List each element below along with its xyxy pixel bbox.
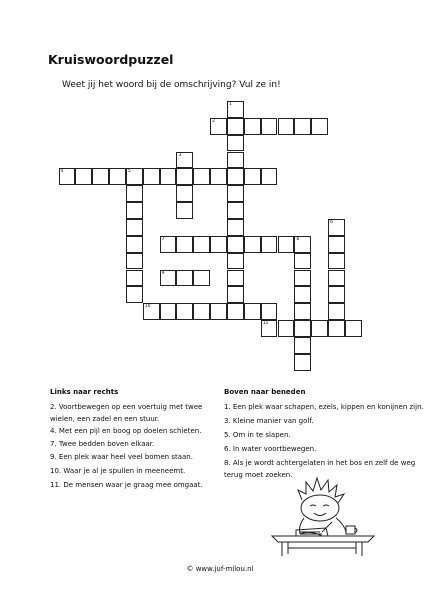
crossword-cell[interactable] xyxy=(160,303,177,320)
crossword-cell[interactable] xyxy=(126,236,143,253)
crossword-cell[interactable] xyxy=(311,320,328,337)
crossword-cell[interactable] xyxy=(294,303,311,320)
crossword-cell[interactable] xyxy=(210,168,227,185)
crossword-cell[interactable] xyxy=(143,303,160,320)
crossword-cell[interactable] xyxy=(227,118,244,135)
crossword-cell[interactable] xyxy=(75,168,92,185)
across-clue: 7. Twee bedden boven elkaar. xyxy=(50,440,155,448)
crossword-cell[interactable] xyxy=(126,253,143,270)
crossword-cell[interactable] xyxy=(176,236,193,253)
crossword-cell[interactable] xyxy=(193,303,210,320)
crossword-cell[interactable] xyxy=(244,236,261,253)
crossword-cell[interactable] xyxy=(176,168,193,185)
crossword-cell[interactable] xyxy=(227,101,244,118)
crossword-cell[interactable] xyxy=(328,253,345,270)
page-title: Kruiswoordpuzzel xyxy=(48,52,174,67)
crossword-cell[interactable] xyxy=(176,202,193,219)
crossword-cell[interactable] xyxy=(227,185,244,202)
crossword-cell[interactable] xyxy=(244,168,261,185)
crossword-cell[interactable] xyxy=(193,270,210,287)
down-clue: 3. Kleine manier van golf. xyxy=(224,417,314,425)
crossword-cell[interactable] xyxy=(160,236,177,253)
crossword-cell[interactable] xyxy=(59,168,76,185)
crossword-cell[interactable] xyxy=(227,303,244,320)
crossword-cell[interactable] xyxy=(176,303,193,320)
crossword-cell[interactable] xyxy=(176,270,193,287)
crossword-cell[interactable] xyxy=(294,286,311,303)
clue-number: 6 xyxy=(330,219,333,225)
footer-copyright: © www.juf-milou.nl xyxy=(186,565,254,573)
clue-number: 11 xyxy=(262,321,269,327)
crossword-cell[interactable] xyxy=(261,236,278,253)
crossword-cell[interactable] xyxy=(126,286,143,303)
crossword-cell[interactable] xyxy=(92,168,109,185)
crossword-cell[interactable] xyxy=(227,219,244,236)
crossword-cell[interactable] xyxy=(227,135,244,152)
crossword-cell[interactable] xyxy=(176,152,193,169)
crossword-cell[interactable] xyxy=(278,236,295,253)
crossword-cell[interactable] xyxy=(227,270,244,287)
crossword-cell[interactable] xyxy=(227,152,244,169)
crossword-cell[interactable] xyxy=(328,303,345,320)
crossword-cell[interactable] xyxy=(210,118,227,135)
crossword-cell[interactable] xyxy=(261,320,278,337)
clue-number: 1 xyxy=(229,102,232,107)
crossword-cell[interactable] xyxy=(328,219,345,236)
crossword-cell[interactable] xyxy=(311,118,328,135)
clue-number: 2 xyxy=(212,118,216,124)
crossword-cell[interactable] xyxy=(160,270,177,287)
child-writing-illustration xyxy=(262,470,382,558)
down-clue: 6. In water voortbewegen. xyxy=(224,445,317,453)
crossword-cell[interactable] xyxy=(294,118,311,135)
down-clue: 5. Om in te slapen. xyxy=(224,431,291,439)
crossword-cell[interactable] xyxy=(227,286,244,303)
crossword-cell[interactable] xyxy=(143,168,160,185)
crossword-cell[interactable] xyxy=(294,337,311,354)
crossword-cell[interactable] xyxy=(294,320,311,337)
crossword-cell[interactable] xyxy=(109,168,126,185)
crossword-cell[interactable] xyxy=(227,168,244,185)
crossword-cell[interactable] xyxy=(126,270,143,287)
across-clue: 9. Een plek waar heel veel bomen staan. xyxy=(50,453,193,461)
across-clue: 10. Waar je al je spullen in meeneemt. xyxy=(50,467,186,475)
crossword-cell[interactable] xyxy=(210,236,227,253)
across-clue: 4. Met een pijl en boog op doelen schieten. xyxy=(50,427,202,435)
crossword-cell[interactable] xyxy=(345,320,362,337)
crossword-cell[interactable] xyxy=(261,168,278,185)
clue-number: 7 xyxy=(161,236,165,242)
crossword-cell[interactable] xyxy=(294,354,311,371)
crossword-cell[interactable] xyxy=(210,303,227,320)
clue-number: 8 xyxy=(296,236,300,242)
crossword-cell[interactable] xyxy=(244,303,261,320)
clue-number: 4 xyxy=(60,169,64,175)
crossword-cell[interactable] xyxy=(193,236,210,253)
crossword-cell[interactable] xyxy=(294,270,311,287)
down-heading: Boven naar beneden xyxy=(224,388,306,396)
crossword-cell[interactable] xyxy=(160,168,177,185)
crossword-cell[interactable] xyxy=(126,168,143,185)
across-clue: 2. Voortbewegen op een voertuig met twee wielen, een zadel en een stuur. xyxy=(50,403,203,423)
crossword-cell[interactable] xyxy=(328,320,345,337)
intro-text: Weet jij het woord bij de omschrijving? Vul ze in! xyxy=(62,80,281,90)
clue-number: 9 xyxy=(161,270,165,276)
across-clue: 11. De mensen waar je graag mee omgaat. xyxy=(50,481,203,489)
crossword-cell[interactable] xyxy=(227,253,244,270)
crossword-cell[interactable] xyxy=(126,185,143,202)
crossword-cell[interactable] xyxy=(278,118,295,135)
crossword-cell[interactable] xyxy=(328,236,345,253)
crossword-cell[interactable] xyxy=(193,168,210,185)
crossword-cell[interactable] xyxy=(328,286,345,303)
across-heading: Links naar rechts xyxy=(50,388,119,396)
crossword-cell[interactable] xyxy=(294,253,311,270)
crossword-cell[interactable] xyxy=(294,236,311,253)
crossword-cell[interactable] xyxy=(176,185,193,202)
crossword-cell[interactable] xyxy=(261,303,278,320)
down-clue: 8. Als je wordt achtergelaten in het bos en zelf de weg terug moet zoeken. xyxy=(224,459,416,479)
clue-number: 5 xyxy=(127,169,131,175)
crossword-cell[interactable] xyxy=(328,270,345,287)
clue-number: 10 xyxy=(144,304,151,310)
crossword-cell[interactable] xyxy=(261,118,278,135)
down-clue: 1. Een plek waar schapen, ezels, kippen en konijnen zijn. xyxy=(224,403,424,411)
clue-number: 3 xyxy=(178,152,182,158)
crossword-cell[interactable] xyxy=(227,202,244,219)
crossword-cell[interactable] xyxy=(278,320,295,337)
crossword-cell[interactable] xyxy=(126,202,143,219)
crossword-cell[interactable] xyxy=(227,236,244,253)
crossword-cell[interactable] xyxy=(244,118,261,135)
crossword-cell[interactable] xyxy=(126,219,143,236)
